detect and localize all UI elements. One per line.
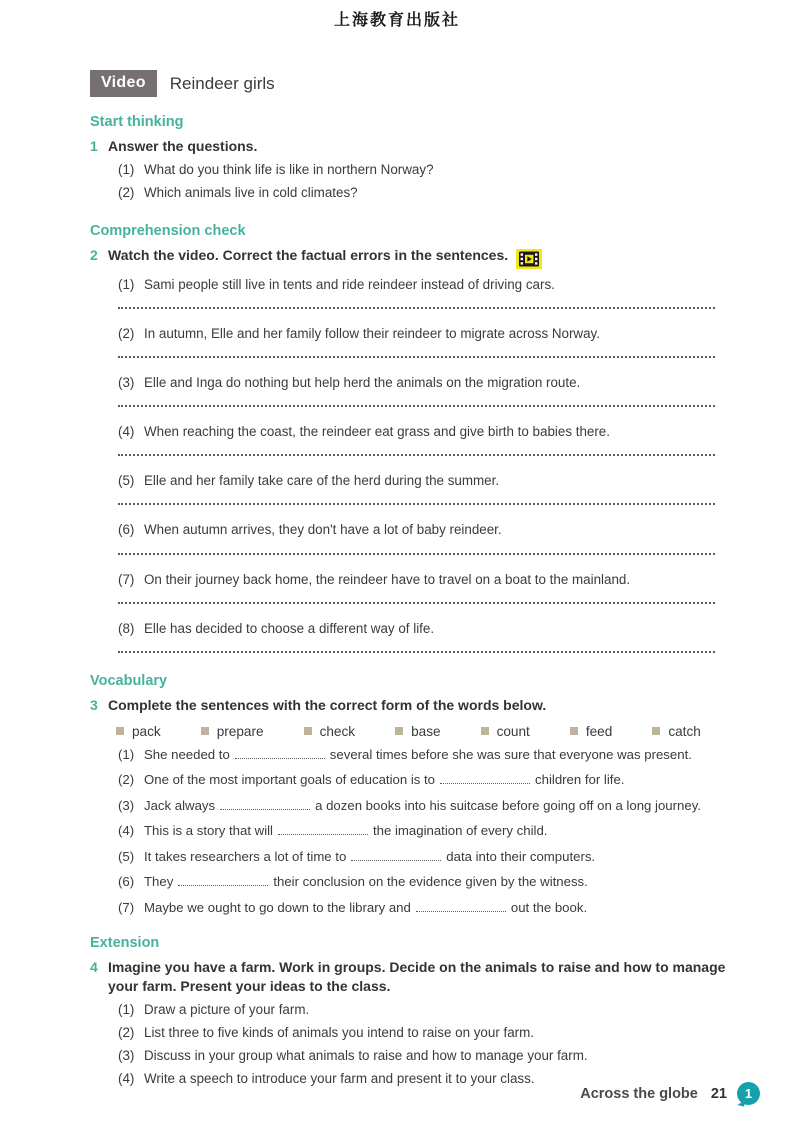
section-heading-comprehension-check: Comprehension check <box>90 223 246 240</box>
film-play-icon <box>516 249 542 274</box>
sentence-before-blank: Jack always <box>144 797 216 813</box>
publisher-header: 上海教育出版社 <box>333 10 460 29</box>
item-text: Discuss in your group what animals to raise and how to manage your farm. <box>144 1047 588 1063</box>
item-text: When reaching the coast, the reindeer eat grass and give birth to babies there. <box>144 424 610 440</box>
item-label: (7) <box>118 571 135 587</box>
item-label: (2) <box>118 772 135 788</box>
word: base <box>411 723 441 739</box>
sentence-before-blank: It takes researchers a lot of time to <box>144 848 347 864</box>
extension-item <box>118 1001 746 1019</box>
fill-in-blank <box>220 799 310 810</box>
exercise-1-head <box>90 137 746 156</box>
item-text: When autumn arrives, they don't have a lot of baby reindeer. <box>144 522 502 538</box>
video-label-badge: Video <box>90 70 157 97</box>
word: prepare <box>216 723 264 739</box>
exercise-4-head <box>90 958 746 996</box>
sentence-after-blank: children for life. <box>535 772 625 788</box>
answer-line <box>118 602 715 604</box>
sentence-after-blank: their conclusion on the evidence given by the witness. <box>273 874 588 890</box>
comprehension-item <box>90 325 746 358</box>
sentence-after-blank: a dozen books into his suitcase before going off on a long journey. <box>315 797 701 813</box>
exercise-instruction: Watch the video. Correct the factual errors in the sentences. <box>108 247 509 264</box>
word-bank-item <box>652 724 701 739</box>
answer-line <box>118 651 715 653</box>
item-label: (4) <box>118 1071 135 1087</box>
item-label: (4) <box>118 424 135 440</box>
word-bank-item <box>481 724 530 739</box>
square-bullet-icon <box>652 727 660 735</box>
item-label: (5) <box>118 848 135 864</box>
item-label: (3) <box>118 375 135 391</box>
word-bank-item <box>116 724 161 739</box>
item-text: In autumn, Elle and her family follow their reindeer to migrate across Norway. <box>144 326 600 342</box>
exercise-3-head <box>90 696 746 715</box>
extension-item <box>118 1047 746 1065</box>
sentence-before-blank: One of the most important goals of education is to <box>144 772 436 788</box>
item-label: (5) <box>118 473 135 489</box>
item-text: Write a speech to introduce your farm and present it to your class. <box>144 1071 535 1087</box>
item-label: (1) <box>118 276 135 292</box>
word: feed <box>585 723 613 739</box>
fill-in-blank <box>235 748 325 759</box>
fill-in-blank <box>178 875 268 886</box>
item-text: Elle has decided to choose a different way of life. <box>144 620 435 636</box>
exercise-number: 2 <box>90 247 98 264</box>
exercise-instruction: Answer the questions. <box>108 138 258 154</box>
item-text: What do you think life is like in northern Norway? <box>144 161 434 177</box>
item-label: (3) <box>118 797 135 813</box>
answer-line <box>118 454 715 456</box>
comprehension-item <box>90 472 746 505</box>
vocabulary-sentence <box>118 873 746 891</box>
lesson-header <box>90 70 746 97</box>
item-text: Elle and her family take care of the herd during the summer. <box>144 473 500 489</box>
item-label: (1) <box>118 746 135 762</box>
question-item <box>118 161 746 179</box>
item-text: On their journey back home, the reindeer have to travel on a boat to the mainland. <box>144 571 631 587</box>
comprehension-item <box>90 571 746 604</box>
answer-line <box>118 503 715 505</box>
item-label: (2) <box>118 1024 135 1040</box>
comprehension-item <box>90 521 746 554</box>
section-heading-vocabulary: Vocabulary <box>90 672 168 689</box>
word: check <box>319 723 356 739</box>
vocabulary-sentence <box>118 797 746 815</box>
sentence-after-blank: out the book. <box>510 899 588 915</box>
item-label: (6) <box>118 522 135 538</box>
square-bullet-icon <box>570 727 578 735</box>
fill-in-blank <box>278 824 368 835</box>
item-label: (8) <box>118 620 135 636</box>
vocabulary-sentence <box>118 899 746 917</box>
fill-in-blank <box>416 901 506 912</box>
square-bullet-icon <box>116 727 124 735</box>
sentence-after-blank: several times before she was sure that everyone was present. <box>329 746 692 762</box>
book-section-title: Across the globe <box>580 1085 698 1102</box>
comprehension-item <box>90 423 746 456</box>
exercise-number: 4 <box>90 959 98 975</box>
exercise-number: 1 <box>90 138 98 154</box>
lesson-title: Reindeer girls <box>169 73 275 93</box>
sentence-after-blank: the imagination of every child. <box>372 823 548 839</box>
word: pack <box>132 723 161 739</box>
unit-number-badge: 1 <box>737 1082 760 1105</box>
item-text: Draw a picture of your farm. <box>144 1001 310 1017</box>
item-text: List three to five kinds of animals you intend to raise on your farm. <box>144 1024 535 1040</box>
item-label: (1) <box>118 1001 135 1017</box>
item-text: Sami people still live in tents and ride reindeer instead of driving cars. <box>144 276 555 292</box>
item-label: (2) <box>118 184 135 200</box>
sentence-before-blank: Maybe we ought to go down to the library and <box>144 899 411 915</box>
word: catch <box>668 723 701 739</box>
section-heading-start-thinking: Start thinking <box>90 114 184 130</box>
exercise-number: 3 <box>90 696 98 713</box>
sentence-before-blank: This is a story that will <box>144 823 273 839</box>
square-bullet-icon <box>395 727 403 735</box>
sentence-before-blank: They <box>144 874 174 890</box>
square-bullet-icon <box>304 727 312 735</box>
square-bullet-icon <box>201 727 209 735</box>
answer-line <box>118 307 715 309</box>
answer-line <box>118 356 715 358</box>
sentence-before-blank: She needed to <box>144 746 230 762</box>
vocabulary-sentence <box>118 771 746 789</box>
answer-line <box>118 553 715 555</box>
item-label: (1) <box>118 161 135 177</box>
exercise-instruction: Imagine you have a farm. Work in groups. Decide on the animals to raise and how to manage your farm. Present your ideas to the class. <box>108 959 726 994</box>
fill-in-blank <box>440 773 530 784</box>
exercise-2-head <box>90 246 746 271</box>
word-bank <box>116 724 746 739</box>
section-heading-extension: Extension <box>90 935 160 951</box>
item-text: Which animals live in cold climates? <box>144 184 358 200</box>
exercise-instruction: Complete the sentences with the correct form of the words below. <box>108 696 547 713</box>
question-item <box>118 184 746 202</box>
word-bank-item <box>201 724 264 739</box>
item-text: Elle and Inga do nothing but help herd the animals on the migration route. <box>144 375 581 391</box>
word-bank-item <box>304 724 356 739</box>
page-number: 21 <box>710 1085 727 1102</box>
word-bank-item <box>395 724 440 739</box>
square-bullet-icon <box>481 727 489 735</box>
word-bank-item <box>570 724 612 739</box>
vocabulary-sentence <box>118 746 746 764</box>
item-label: (4) <box>118 823 135 839</box>
word: count <box>496 723 530 739</box>
page-footer <box>580 1082 760 1105</box>
sentence-after-blank: data into their computers. <box>446 848 596 864</box>
item-label: (6) <box>118 874 135 890</box>
comprehension-item <box>90 374 746 407</box>
item-label: (2) <box>118 326 135 342</box>
answer-line <box>118 405 715 407</box>
extension-item <box>118 1024 746 1042</box>
vocabulary-sentence <box>118 822 746 840</box>
comprehension-item <box>90 620 746 653</box>
page-content <box>90 70 746 1088</box>
item-label: (7) <box>118 899 135 915</box>
comprehension-item <box>90 276 746 309</box>
vocabulary-sentence <box>118 848 746 866</box>
item-label: (3) <box>118 1047 135 1063</box>
fill-in-blank <box>351 850 441 861</box>
